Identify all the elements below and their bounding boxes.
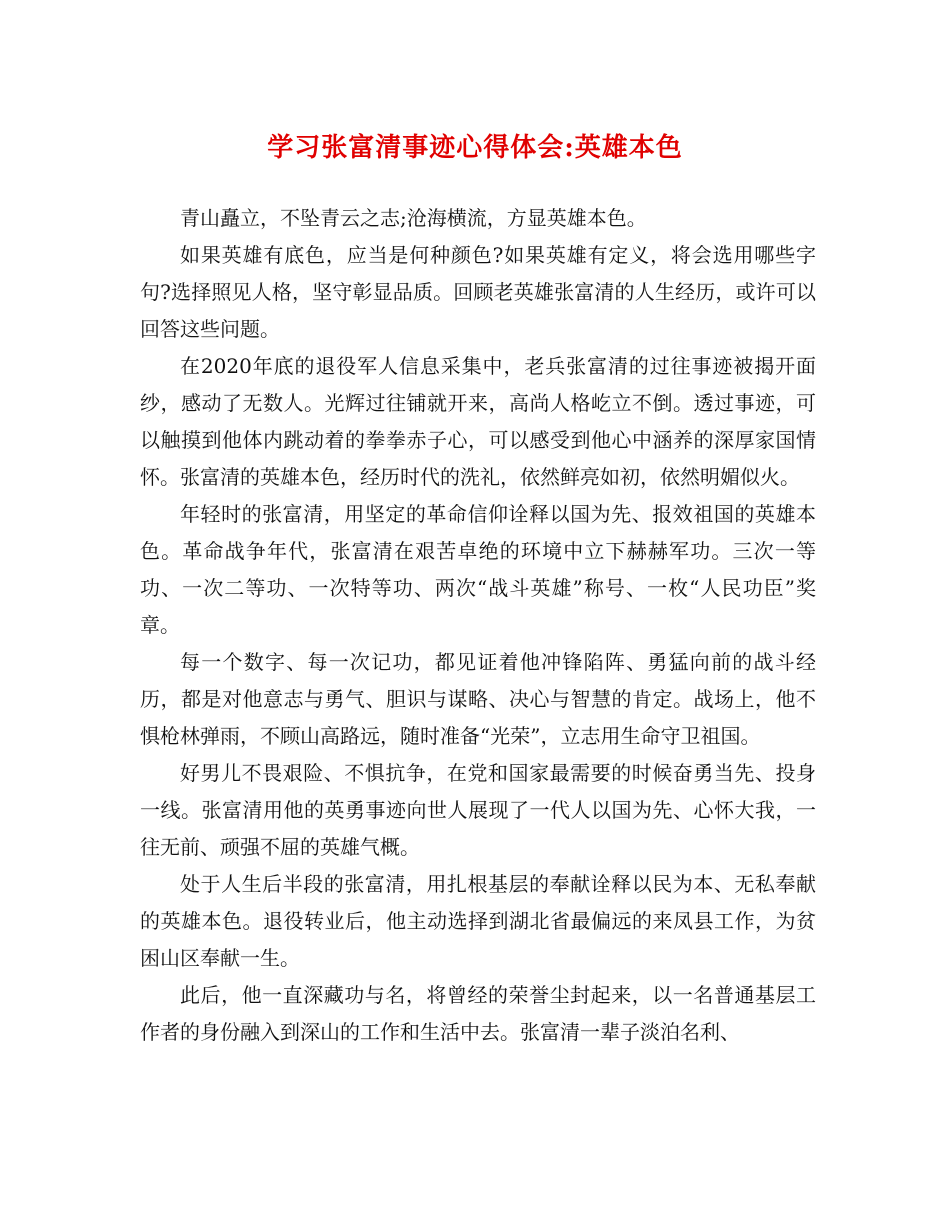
paragraph: 每一个数字、每一次记功，都见证着他冲锋陷阵、勇猛向前的战斗经历，都是对他意志与勇气、胆识与谋略、决心与智慧的肯定。战场上，他不惧枪林弹雨，不顾山高路远，随时准备“光荣”，立志用生命守卫祖国。 xyxy=(140,650,816,748)
document-title: 学习张富清事迹心得体会:英雄本色 xyxy=(267,133,683,163)
paragraph: 好男儿不畏艰险、不惧抗争，在党和国家最需要的时候奋勇当先、投身一线。张富清用他的英勇事迹向世人展现了一代人以国为先、心怀大我，一往无前、顽强不屈的英雄气概。 xyxy=(140,761,816,859)
paragraph: 如果英雄有底色，应当是何种颜色?如果英雄有定义，将会选用哪些字句?选择照见人格，坚守彰显品质。回顾老英雄张富清的人生经历，或许可以回答这些问题。 xyxy=(140,243,816,341)
paragraph: 此后，他一直深藏功与名，将曾经的荣誉尘封起来，以一名普通基层工作者的身份融入到深山的工作和生活中去。张富清一辈子淡泊名利、 xyxy=(140,983,816,1044)
paragraph: 年轻时的张富清，用坚定的革命信仰诠释以国为先、报效祖国的英雄本色。革命战争年代，张富清在艰苦卓绝的环境中立下赫赫军功。三次一等功、一次二等功、一次特等功、两次“战斗英雄”称号、一枚“人民功臣”奖章。 xyxy=(140,502,816,637)
paragraph: 青山矗立，不坠青云之志;沧海横流，方显英雄本色。 xyxy=(180,206,647,230)
document-body xyxy=(140,200,816,1051)
paragraph: 在2020年底的退役军人信息采集中，老兵张富清的过往事迹被揭开面纱，感动了无数人。光辉过往铺就开来，高尚人格屹立不倒。透过事迹，可以触摸到他体内跳动着的拳拳赤子心，可以感受到他心中涵养的深厚家国情怀。张富清的英雄本色，经历时代的洗礼，依然鲜亮如初，依然明媚似火。 xyxy=(140,354,816,489)
paragraph: 处于人生后半段的张富清，用扎根基层的奉献诠释以民为本、无私奉献的英雄本色。退役转业后，他主动选择到湖北省最偏远的来凤县工作，为贫困山区奉献一生。 xyxy=(140,872,816,970)
